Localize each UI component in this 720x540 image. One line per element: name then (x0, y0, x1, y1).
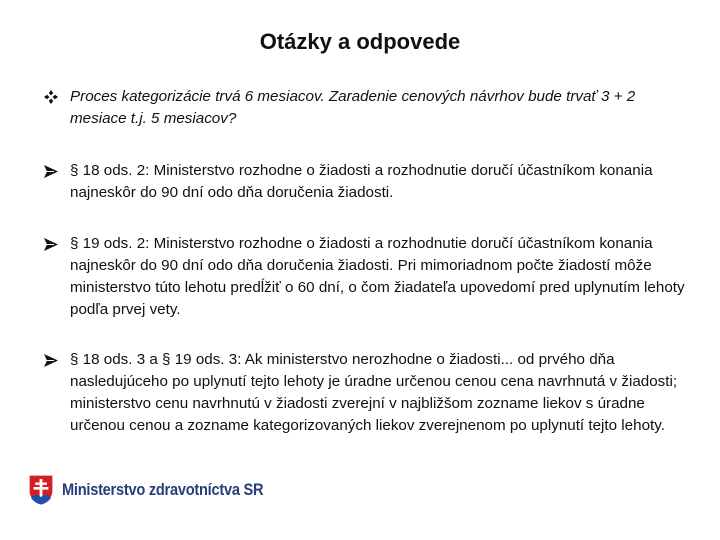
answer-text: § 18 ods. 3 a § 19 ods. 3: Ak ministerstvo nerozhodne o žiadosti... od prvého dňa nasledujúceho po uplynutí tejto lehoty je úradne určenou cenou cena navrhnutá v žiadosti; ministerstvo cenu navrhnutú v žiadosti zverejní v najbližšom zozname liekov s úradne určenou cenou a zozname kategorizovaných liekov zverejnenom po uplynutí tejto lehoty. (70, 351, 678, 434)
diamond-cluster-icon (44, 86, 64, 108)
arrow-right-icon (44, 160, 64, 182)
ministry-logo (28, 472, 296, 508)
slovak-coat-of-arms-icon (28, 474, 54, 506)
answer-text: § 19 ods. 2: Ministerstvo rozhodne o žiadosti a rozhodnutie doručí účastníkom konania najneskôr do 90 dní odo dňa doručenia žiadosti. Pri mimoriadnom počte žiadostí môže ministerstvo túto lehotu predĺžiť o 60 dní, o čom žiadateľa upovedomí pred uplynutím lehoty podľa prvej vety. (70, 235, 685, 318)
question-item (44, 86, 694, 130)
arrow-right-icon (44, 233, 64, 255)
arrow-right-icon (44, 349, 64, 371)
answer-item (44, 349, 694, 437)
answer-item (44, 233, 694, 321)
answer-item (44, 160, 694, 204)
ministry-name: Ministerstvo zdravotníctva SR (62, 480, 264, 499)
page-title: Otázky a odpovede (259, 29, 461, 54)
answer-text: § 18 ods. 2: Ministerstvo rozhodne o žiadosti a rozhodnutie doručí účastníkom konania najneskôr do 90 dní odo dňa doručenia žiadosti. (70, 162, 653, 201)
question-text: Proces kategorizácie trvá 6 mesiacov. Zaradenie cenových návrhov bude trvať 3 + 2 mesiace t.j. 5 mesiacov? (70, 88, 636, 127)
